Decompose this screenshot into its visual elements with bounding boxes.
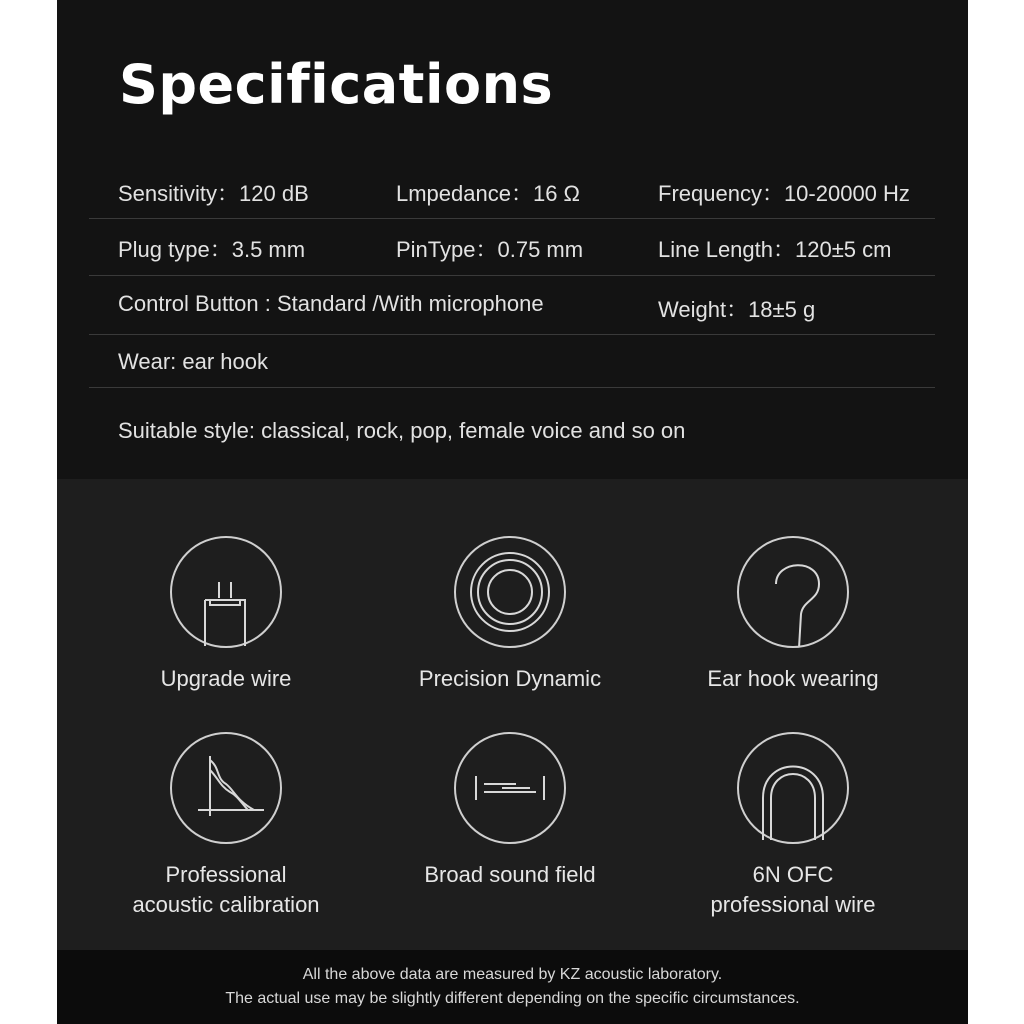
ear-hook-icon	[739, 538, 847, 646]
spec-row-4	[89, 335, 935, 388]
feature-ofc-wire	[663, 732, 923, 920]
feature-label: Professional acoustic calibration	[132, 862, 320, 917]
feature-label: Upgrade wire	[160, 666, 292, 691]
spec-plug-type: Plug type：3.5 mm	[118, 237, 306, 262]
feature-circle	[170, 536, 282, 648]
footer-disclaimer	[57, 950, 968, 1024]
spec-sensitivity: Sensitivity：120 dB	[118, 181, 309, 206]
calibration-chart-icon	[172, 734, 280, 842]
feature-circle	[737, 732, 849, 844]
spec-frequency: Frequency：10-20000 Hz	[658, 181, 910, 206]
feature-circle	[454, 732, 566, 844]
plug-icon	[172, 538, 280, 646]
feature-label: Ear hook wearing	[707, 666, 879, 691]
spec-row-3	[89, 276, 935, 335]
spec-control-button: Control Button : Standard /With microphone	[118, 291, 544, 316]
feature-upgrade-wire	[96, 536, 356, 694]
spec-suitable-style: Suitable style: classical, rock, pop, female voice and so on	[118, 418, 686, 443]
feature-label: Broad sound field	[424, 862, 596, 887]
feature-acoustic-calibration	[96, 732, 356, 920]
feature-broad-sound-field	[380, 732, 640, 890]
spec-pin-type: PinType：0.75 mm	[396, 237, 584, 262]
sound-field-icon	[456, 734, 564, 842]
footer-line-1: All the above data are measured by KZ acoustic laboratory.	[302, 966, 723, 983]
spec-weight: Weight：18±5 g	[658, 297, 816, 322]
spec-panel	[57, 0, 968, 1024]
spec-row-2	[89, 219, 935, 276]
feature-circle	[737, 536, 849, 648]
feature-label: Precision Dynamic	[418, 666, 602, 691]
page-title: Specifications	[119, 53, 554, 116]
specifications-section	[57, 0, 968, 479]
spec-wear: Wear: ear hook	[118, 349, 269, 374]
dynamic-driver-icon	[456, 538, 564, 646]
feature-label: 6N OFC professional wire	[710, 862, 876, 917]
features-section	[57, 479, 968, 950]
spec-impedance: Lmpedance：16 Ω	[396, 181, 581, 206]
spec-line-length: Line Length：120±5 cm	[658, 237, 892, 262]
feature-ear-hook	[663, 536, 923, 694]
feature-circle	[454, 536, 566, 648]
feature-circle	[170, 732, 282, 844]
footer-line-2: The actual use may be slightly different depending on the specific circumstances.	[225, 990, 800, 1007]
feature-precision-dynamic	[380, 536, 640, 694]
ofc-wire-icon	[739, 734, 847, 842]
spec-row-1	[89, 167, 935, 219]
